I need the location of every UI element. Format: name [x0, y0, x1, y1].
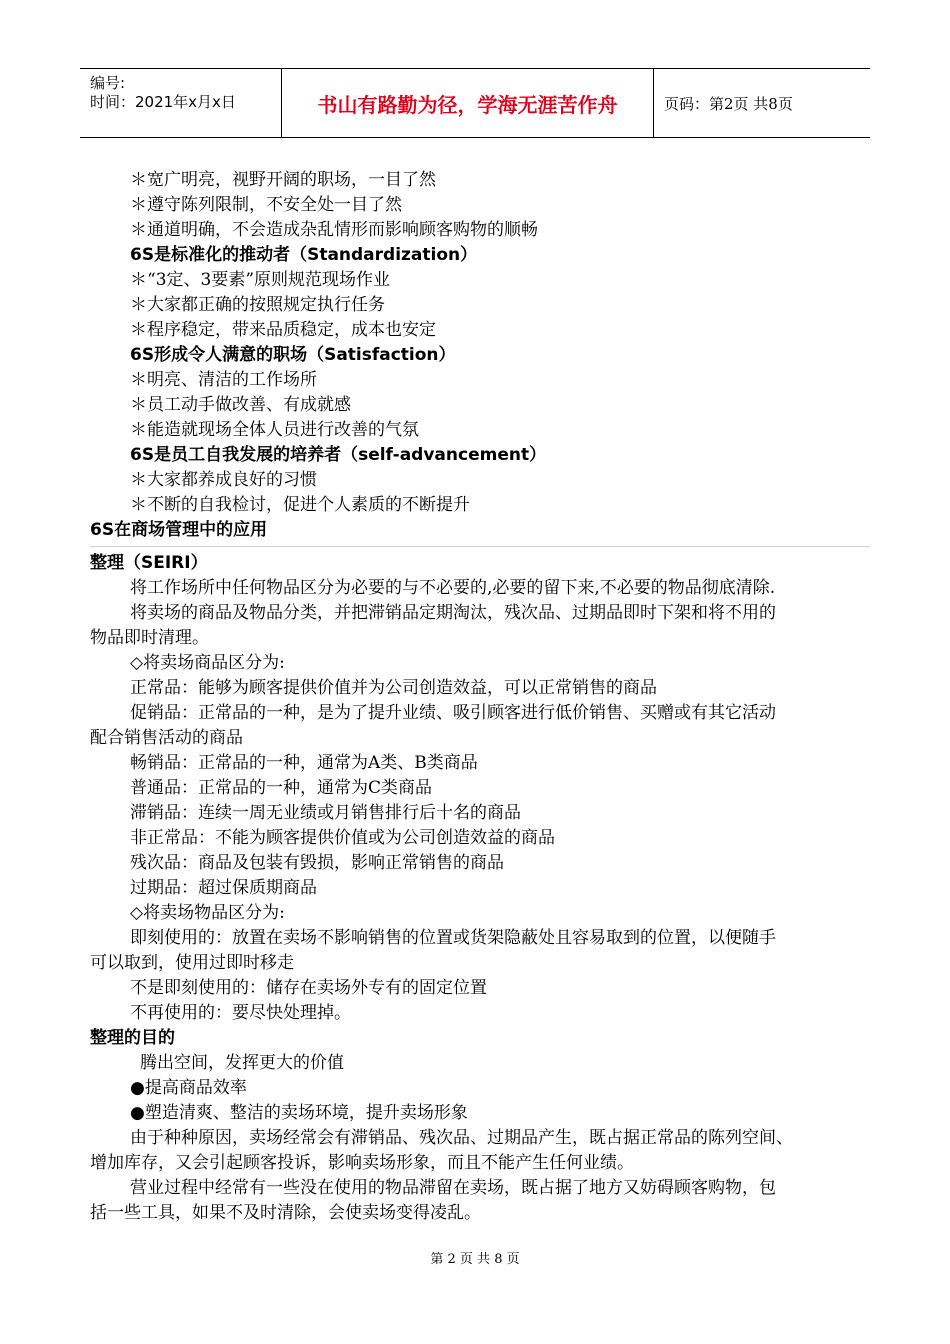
subheading: 6S是标准化的推动者（Standardization） [130, 245, 478, 265]
number-label: 编号: [90, 74, 126, 92]
body-line: ＊大家都养成良好的习惯 [130, 470, 317, 490]
paragraph-line: 残次品：商品及包装有毁损，影响正常销售的商品 [130, 853, 504, 873]
paragraph-line: 普通品：正常品的一种，通常为C类商品 [130, 778, 433, 798]
section-divider [90, 546, 870, 547]
bullet-item: ●塑造清爽、整洁的卖场环境，提升卖场形象 [130, 1103, 468, 1123]
body-line: ＊不断的自我检讨，促进个人素质的不断提升 [130, 495, 470, 515]
body-line: ＊大家都正确的按照规定执行任务 [130, 295, 385, 315]
subheading: 6S形成令人满意的职场（Satisfaction） [130, 345, 456, 365]
paragraph-line: 畅销品：正常品的一种，通常为A类、B类商品 [130, 753, 478, 773]
body-line: ＊宽广明亮，视野开阔的职场，一目了然 [130, 170, 436, 190]
paragraph-line: 正常品：能够为顾客提供价值并为公司创造效益，可以正常销售的商品 [130, 678, 657, 698]
header-page-info: 页码：第2页 共8页 [664, 94, 793, 113]
paragraph-line: 将工作场所中任何物品区分为必要的与不必要的,必要的留下来,不必要的物品彻底清除. [130, 578, 776, 598]
bullet-item: ●提高商品效率 [130, 1078, 247, 1098]
paragraph-line: 由于种种原因，卖场经常会有滞销品、残次品、过期品产生，既占据正常品的陈列空间、 [130, 1128, 793, 1148]
body-line: ＊通道明确，不会造成杂乱情形而影响顾客购物的顺畅 [130, 220, 538, 240]
section-heading: 6S在商场管理中的应用 [90, 520, 268, 540]
paragraph-line: 非正常品：不能为顾客提供价值或为公司创造效益的商品 [130, 828, 555, 848]
paragraph-line: 将卖场的商品及物品分类，并把滞销品定期淘汰，残次品、过期品即时下架和将不用的 [130, 603, 776, 623]
paragraph-line: 物品即时清理。 [90, 628, 209, 648]
paragraph-line: 不再使用的：要尽快处理掉。 [130, 1003, 351, 1023]
subheading: 6S是员工自我发展的培养者（self-advancement） [130, 445, 547, 465]
body-line: ＊能造就现场全体人员进行改善的气氛 [130, 420, 419, 440]
paragraph-line: 可以取到，使用过即时移走 [90, 953, 294, 973]
page-header [80, 68, 870, 138]
body-line: ＊遵守陈列限制，不安全处一目了然 [130, 195, 402, 215]
paragraph-line: 过期品：超过保质期商品 [130, 878, 317, 898]
paragraph-line: 括一些工具，如果不及时清除，会使卖场变得凌乱。 [90, 1203, 481, 1223]
paragraph-line: ◇将卖场物品区分为: [130, 903, 285, 923]
paragraph-line: 营业过程中经常有一些没在使用的物品滞留在卖场，既占据了地方又妨碍顾客购物，包 [130, 1178, 776, 1198]
section-heading: 整理（SEIRI） [90, 553, 208, 573]
paragraph-line: 即刻使用的：放置在卖场不影响销售的位置或货架隐蔽处且容易取到的位置，以便随手 [130, 928, 776, 948]
time-label: 时间：2021年x月x日 [90, 93, 236, 111]
document-body [90, 168, 870, 1226]
paragraph-line: 不是即刻使用的：储存在卖场外专有的固定位置 [130, 978, 487, 998]
paragraph-line: 腾出空间，发挥更大的价值 [140, 1053, 344, 1073]
body-line: ＊“3定、3要素”原则规范现场作业 [130, 270, 391, 290]
paragraph-line: 促销品：正常品的一种，是为了提升业绩、吸引顾客进行低价销售、买赠或有其它活动 [130, 703, 776, 723]
body-line: ＊员工动手做改善、有成就感 [130, 395, 351, 415]
header-meta [80, 69, 282, 137]
header-motto: 书山有路勤为径，学海无涯苦作舟 [282, 69, 654, 137]
body-line: ＊明亮、清洁的工作场所 [130, 370, 317, 390]
page-footer: 第 2 页 共 8 页 [430, 1252, 520, 1267]
body-line: ＊程序稳定，带来品质稳定，成本也安定 [130, 320, 436, 340]
paragraph-line: 滞销品：连续一周无业绩或月销售排行后十名的商品 [130, 803, 521, 823]
paragraph-line: ◇将卖场商品区分为: [130, 653, 285, 673]
section-heading: 整理的目的 [90, 1028, 175, 1048]
paragraph-line: 增加库存，又会引起顾客投诉，影响卖场形象，而且不能产生任何业绩。 [90, 1153, 634, 1173]
paragraph-line: 配合销售活动的商品 [90, 728, 243, 748]
